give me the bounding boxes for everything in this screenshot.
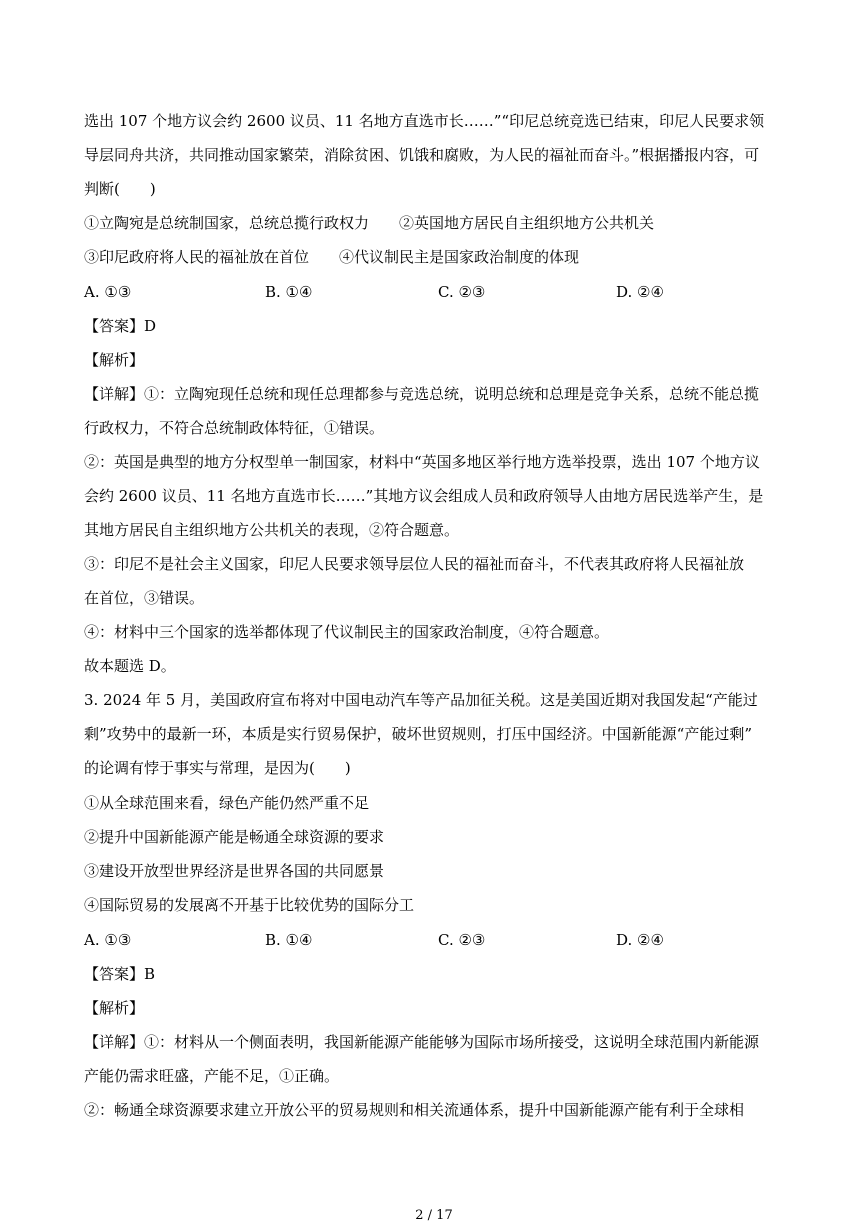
question-stem-line: 剩”攻势中的最新一环，本质是实行贸易保护，破坏世贸规则，打压中国经济。中国新能源“产能过剩”: [84, 725, 753, 743]
analysis-label: 【解析】: [84, 351, 145, 369]
analysis-line: 会约 2600 议员、11 名地方直选市长……”其地方议会组成人员和政府领导人由地方居民选举产生，是: [84, 487, 764, 505]
analysis-line: 【详解】①：立陶宛现任总统和现任总理都参与竞选总统，说明总统和总理是竞争关系，总统不能总揽: [84, 385, 760, 403]
question-stem-line: 选出 107 个地方议会约 2600 议员、11 名地方直选市长……”“印尼总统竞选已结束，印尼人民要求领: [84, 112, 765, 130]
page-number: 2 / 17: [415, 1208, 453, 1223]
analysis-line: 故本题选 D。: [84, 657, 176, 675]
answer-line: 【答案】B: [84, 965, 156, 983]
statement-line: ③印尼政府将人民的福祉放在首位 ④代议制民主是国家政治制度的体现: [84, 248, 580, 266]
analysis-line: ②：畅通全球资源要求建立开放公平的贸易规则和相关流通体系，提升中国新能源产能有利于全球相: [84, 1101, 745, 1119]
option-b: B. ①④: [265, 931, 313, 949]
analysis-line: 其地方居民自主组织地方公共机关的表现，②符合题意。: [84, 521, 460, 539]
option-d: D. ②④: [616, 283, 664, 301]
statement-line: ④国际贸易的发展离不开基于比较优势的国际分工: [84, 896, 415, 914]
option-b: B. ①④: [265, 283, 313, 301]
analysis-line: 行政权力，不符合总统制政体特征，①错误。: [84, 419, 385, 437]
question-stem-line: 导层同舟共济，共同推动国家繁荣，消除贫困、饥饿和腐败，为人民的福祉而奋斗。”根据播报内容，可: [84, 146, 760, 164]
option-d: D. ②④: [616, 931, 664, 949]
analysis-line: ③：印尼不是社会主义国家，印尼人民要求领导层位人民的福祉而奋斗，不代表其政府将人民福祉放: [84, 555, 745, 573]
option-c: C. ②③: [438, 283, 486, 301]
question-stem-line: 的论调有悖于事实与常理，是因为( ): [84, 759, 351, 777]
analysis-line: ④：材料中三个国家的选举都体现了代议制民主的国家政治制度，④符合题意。: [84, 623, 610, 641]
analysis-line: ②：英国是典型的地方分权型单一制国家，材料中“英国多地区举行地方选举投票，选出 107 个地方议: [84, 453, 760, 471]
statement-line: ③建设开放型世界经济是世界各国的共同愿景: [84, 862, 385, 880]
analysis-label: 【解析】: [84, 999, 145, 1017]
analysis-line: 【详解】①：材料从一个侧面表明，我国新能源产能能够为国际市场所接受，这说明全球范围内新能源: [84, 1033, 760, 1051]
question-stem-line: 判断( ): [84, 180, 156, 198]
answer-line: 【答案】D: [84, 317, 157, 335]
option-a: A. ①③: [84, 931, 132, 949]
analysis-line: 产能仍需求旺盛，产能不足，①正确。: [84, 1067, 340, 1085]
option-c: C. ②③: [438, 931, 486, 949]
statement-line: ①从全球范围来看，绿色产能仍然严重不足: [84, 794, 370, 812]
statement-line: ①立陶宛是总统制国家，总统总揽行政权力 ②英国地方居民自主组织地方公共机关: [84, 214, 655, 232]
analysis-line: 在首位，③错误。: [84, 589, 205, 607]
option-a: A. ①③: [84, 283, 132, 301]
question-stem-line: 3. 2024 年 5 月，美国政府宣布将对中国电动汽车等产品加征关税。这是美国近期对我国发起“产能过: [84, 691, 758, 709]
statement-line: ②提升中国新能源产能是畅通全球资源的要求: [84, 828, 385, 846]
